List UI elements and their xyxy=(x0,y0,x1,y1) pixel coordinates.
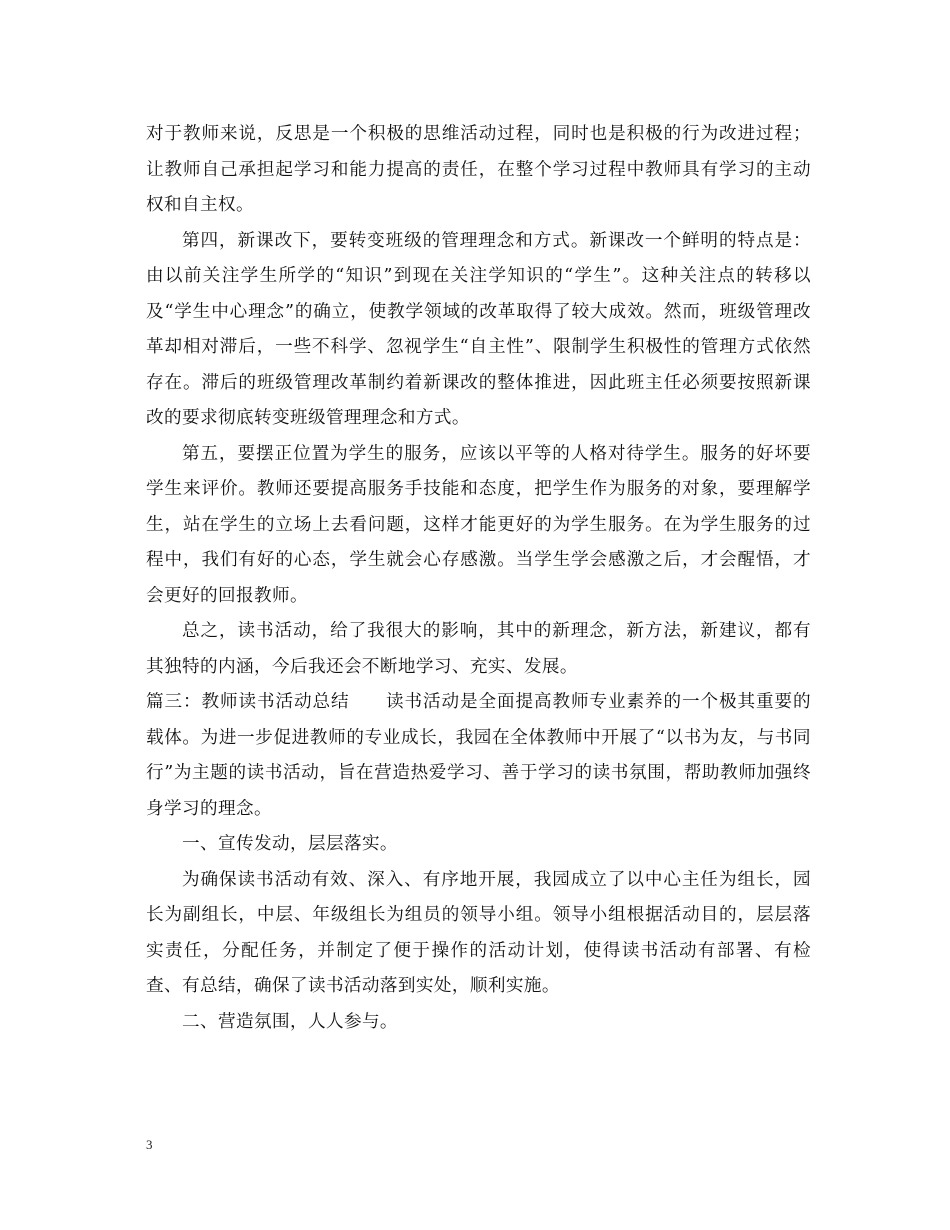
section-three-paragraph xyxy=(146,685,811,827)
section-heading: 篇三：教师读书活动总结 xyxy=(146,692,350,712)
document-page xyxy=(146,117,811,1040)
page-number: 3 xyxy=(146,1137,153,1152)
paragraph-fifth-point: 第五，要摆正位置为学生的服务，应该以平等的人格对待学生。服务的好坏要学生来评价。教师还要提高服务手技能和态度，把学生作为服务的对象，要理解学生，站在学生的立场上去看问题，这样才能更好的为学生服务。在为学生服务的过程中，我们有好的心态，学生就会心存感激。当学生学会感激之后，才会醒悟，才会更好的回报教师。 xyxy=(146,443,811,606)
subheading-atmosphere: 二、营造氛围，人人参与。 xyxy=(182,1011,398,1032)
paragraph-conclusion: 总之，读书活动，给了我很大的影响，其中的新理念，新方法，新建议，都有其独特的内涵，今后我还会不断地学习、充实、发展。 xyxy=(146,621,811,677)
paragraph-fourth-point: 第四，新课改下，要转变班级的管理理念和方式。新课改一个鲜明的特点是：由以前关注学生所学的“知识”到现在关注学知识的“学生”。这种关注点的转移以及“学生中心理念”的确立，使教学领域的改革取得了较大成效。然而，班级管理改革却相对滞后，一些不科学、忽视学生“自主性”、限制学生积极性的管理方式依然存在。滞后的班级管理改革制约着新课改的整体推进，因此班主任必须要按照新课改的要求彻底转变班级管理理念和方式。 xyxy=(146,230,811,428)
section-intro: 读书活动是全面提高教师专业素养的一个极其重要的载体。为进一步促进教师的专业成长，我园在全体教师中开展了“以书为友，与书同行”为主题的读书活动，旨在营造热爱学习、善于学习的读书氛围，帮助教师加强终身学习的理念。 xyxy=(146,692,811,819)
paragraph-leadership-group: 为确保读书活动有效、深入、有序地开展，我园成立了以中心主任为组长，园长为副组长，中层、年级组长为组员的领导小组。领导小组根据活动目的，层层落实责任，分配任务，并制定了便于操作的活动计划，使得读书活动有部署、有检查、有总结，确保了读书活动落到实处，顺利实施。 xyxy=(146,869,811,996)
subheading-promotion: 一、宣传发动，层层落实。 xyxy=(182,834,398,854)
paragraph-reflection: 对于教师来说，反思是一个积极的思维活动过程，同时也是积极的行为改进过程；让教师自己承担起学习和能力提高的责任，在整个学习过程中教师具有学习的主动权和自主权。 xyxy=(146,124,811,215)
